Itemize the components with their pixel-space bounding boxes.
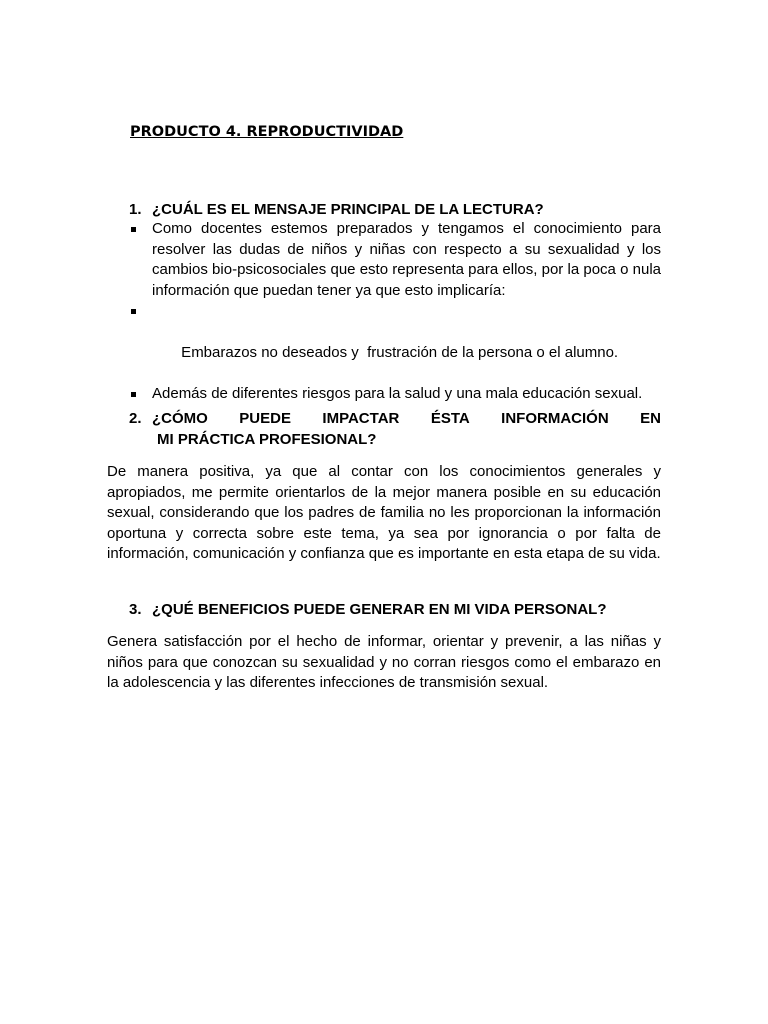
question-2-word: EN [640, 410, 661, 427]
question-2-word: IMPACTAR [322, 410, 400, 427]
bullet-text: Embarazos no deseados y frustración de la persona o el alumno. [177, 343, 619, 361]
list-item [129, 301, 661, 383]
question-2-word: ¿CÓMO [152, 410, 208, 427]
bullet-square-icon [131, 309, 136, 314]
list-item [129, 384, 661, 405]
list-item [129, 219, 661, 301]
answer-2-paragraph: De manera positiva, ya que al contar con los conocimientos generales y apropiados, me permite orientarlos de la mejor manera posible en su educación sexual, considerando que los padres de familia no les proporcionan la información oportuna y correcta sobre este tema, ya sea por ignorancia o por falta de información, comunicación y confianza que es importante en esta etapa de su vida. [107, 463, 661, 563]
question-3-text: ¿QUÉ BENEFICIOS PUEDE GENERAR EN MI VIDA PERSONAL? [152, 601, 607, 618]
question-1-text: ¿CUÁL ES EL MENSAJE PRINCIPAL DE LA LECTURA? [152, 201, 544, 218]
document-title: PRODUCTO 4. REPRODUCTIVIDAD [130, 124, 404, 140]
answer-3-paragraph: Genera satisfacción por el hecho de informar, orientar y prevenir, a las niñas y niños para que conozcan su sexualidad y no corran riesgos como el embarazo en la adolescencia y las diferentes infecciones de transmisión sexual. [107, 633, 661, 692]
question-1-number: 1. [129, 201, 142, 218]
question-2-line-1 [152, 408, 661, 429]
bullet-square-icon [131, 392, 136, 397]
bullet-text: Como docentes estemos preparados y tengamos el conocimiento para resolver las dudas de niños y niñas con respecto a su sexualidad y los cambios bio-psicosociales que esto representa para ellos, por la poca o nula información que puedan tener ya que esto implicaría: [152, 220, 661, 299]
question-2-word: INFORMACIÓN [501, 410, 609, 427]
question-1-bullet-list [129, 219, 661, 404]
question-2-word: ÉSTA [430, 410, 470, 427]
bullet-square-icon [131, 227, 136, 232]
question-3-number: 3. [129, 601, 142, 618]
question-2-word: PUEDE [239, 410, 291, 427]
bullet-text: Además de diferentes riesgos para la salud y una mala educación sexual. [152, 384, 643, 402]
question-2-number: 2. [129, 410, 142, 427]
question-2-line-2: MI PRÁCTICA PROFESIONAL? [157, 431, 377, 448]
